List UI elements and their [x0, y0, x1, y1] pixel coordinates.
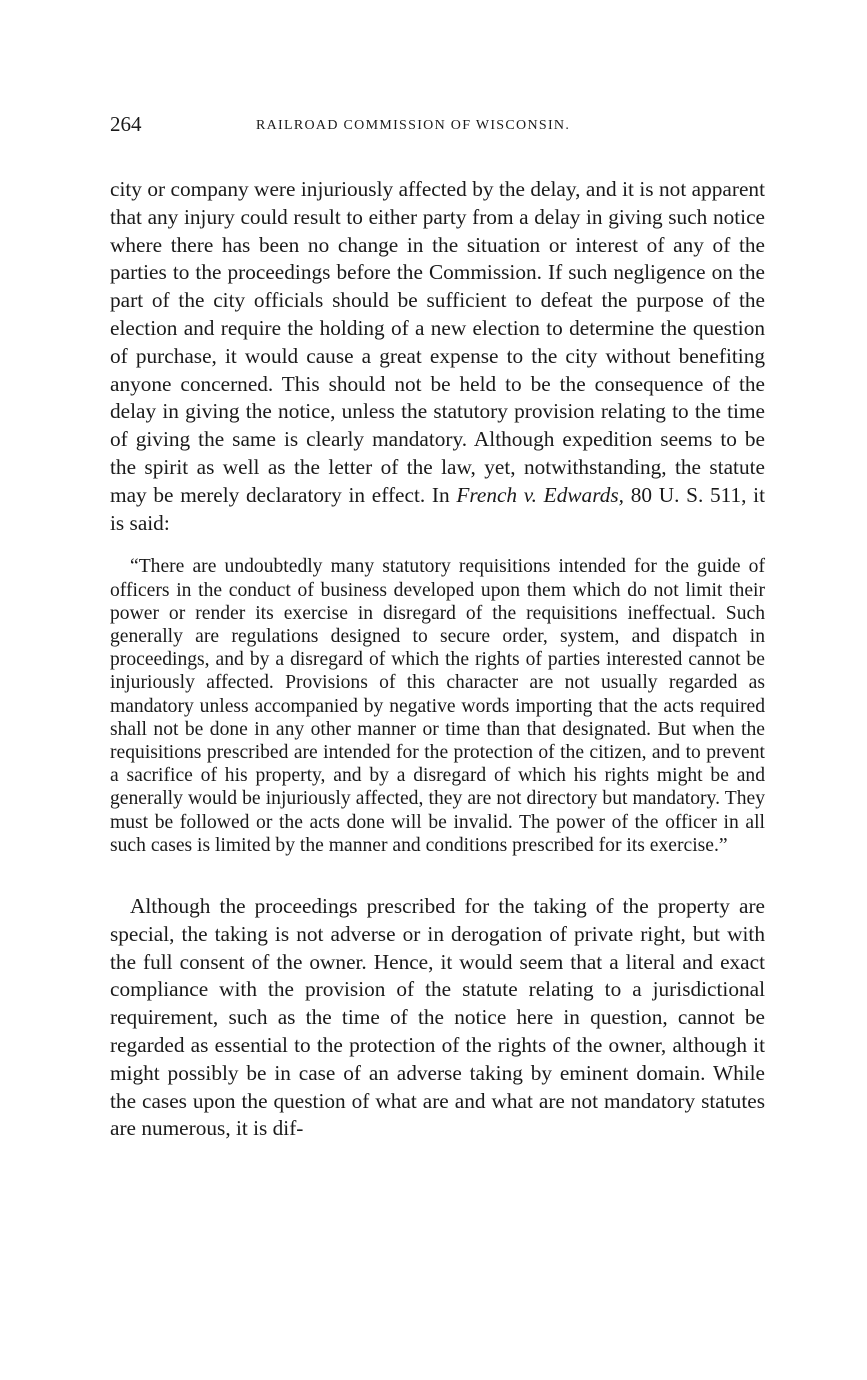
running-head-title: RAILROAD COMMISSION OF WISCONSIN. [256, 118, 571, 133]
body-paragraph-1 [110, 176, 765, 537]
case-citation-name: French v. Edwards, [456, 482, 624, 507]
body-paragraph-2: Although the proceedings prescribed for the taking of the property are special, the taking is not adverse or in derogation of private right, but with the full consent of the owner. Hence, it would seem that a literal and exact compliance with the provision of the statute relating to a jurisdictional requirement, such as the time of the notice here in question, cannot be regarded as essential to the protection of the rights of the owner, although it might possibly be in case of an adverse taking by eminent domain. While the cases upon the question of what are and what are not mandatory statutes are numerous, it is dif- [110, 894, 765, 1141]
page-number: 264 [110, 112, 142, 136]
block-quote: “There are undoubtedly many statutory requisitions intended for the guide of officers in the conduct of business developed upon them which do not limit their power or render its exercise in disregard of the requisitions ineffectual. Such generally are regulations designed to secure order, system, and dispatch in proceedings, and by a disregard of which the rights of parties interested cannot be injuriously affected. Provisions of this character are not usually regarded as mandatory unless accompanied by negative words importing that the acts required shall not be done in any other manner or time than that designated. But when the requisitions prescribed are intended for the protection of the citizen, and to prevent a sacrifice of his property, and by a disregard of which his rights might be and generally would be injuriously affected, they are not directory but mandatory. They must be followed or the acts done will be invalid. The power of the officer in all such cases is limited by the manner and conditions prescribed for its exercise.” [110, 556, 765, 856]
paragraph-1-citation-text: 80 U. S. 511, it is said: [110, 482, 766, 535]
running-head [110, 112, 765, 146]
paragraph-1-text: city or company were injuriously affected by the delay, and it is not apparent that any injury could result to either party from a delay in giving such notice where there has been no change in the situation or interest of any of the parties to the proceedings before the Commission. If such negligence on the part of the city officials should be sufficient to defeat the purpose of the election and require the holding of a new election to determine the question of purchase, it would cause a great expense to the city without benefiting anyone concerned. This should not be held to be the consequence of the delay in giving the notice, unless the statutory provision relating to the time of giving the same is clearly mandatory. Although expedition seems to be the spirit as well as the letter of the law, yet, notwithstanding, the statute may be merely declaratory in effect. In [110, 177, 765, 507]
